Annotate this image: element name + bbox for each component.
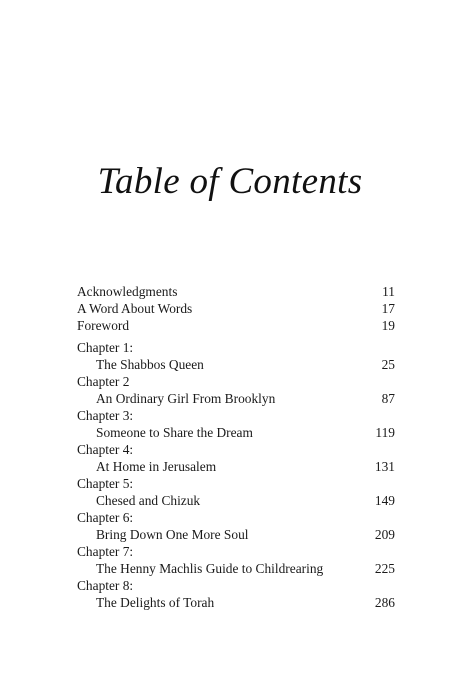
toc-chapter-4[interactable] [77, 441, 395, 475]
chapter-entry [77, 594, 395, 611]
toc-entry-foreword[interactable] [77, 317, 395, 334]
chapter-title: The Shabbos Queen [96, 357, 204, 372]
toc-chapter-5[interactable] [77, 475, 395, 509]
toc-chapter-3[interactable] [77, 407, 395, 441]
chapter-label: Chapter 8: [77, 578, 134, 593]
chapter-page: 225 [374, 561, 395, 576]
chapter-page: 131 [374, 459, 395, 474]
chapter-entry [77, 492, 395, 509]
chapter-label: Chapter 3: [77, 408, 134, 423]
chapter-page: 209 [374, 527, 395, 542]
chapter-page: 149 [374, 493, 395, 508]
chapter-label: Chapter 4: [77, 442, 134, 457]
toc-entry-page: 17 [381, 301, 395, 316]
chapter-title: An Ordinary Girl From Brooklyn [96, 391, 276, 406]
chapter-title: The Henny Machlis Guide to Childrearing [96, 561, 324, 576]
chapter-title: Someone to Share the Dream [96, 425, 253, 440]
chapter-page: 25 [381, 357, 395, 372]
chapter-label: Chapter 2 [77, 374, 130, 389]
toc-chapter-6[interactable] [77, 509, 395, 543]
chapter-entry [77, 560, 395, 577]
chapter-title: At Home in Jerusalem [96, 459, 217, 474]
toc-entry-acknowledgments[interactable] [77, 283, 395, 300]
toc-entry-page: 11 [382, 284, 395, 299]
toc-entry-page: 19 [381, 318, 395, 333]
chapter-entry [77, 424, 395, 441]
chapter-entry [77, 526, 395, 543]
page-title: Table of Contents [97, 161, 363, 202]
toc-chapter-1[interactable] [77, 339, 395, 373]
toc-entry-a-word-about-words[interactable] [77, 300, 395, 317]
chapter-title: Bring Down One More Soul [96, 527, 249, 542]
chapter-page: 119 [375, 425, 395, 440]
chapter-label: Chapter 7: [77, 544, 134, 559]
chapter-entry [77, 356, 395, 373]
chapter-page: 286 [374, 595, 395, 610]
toc-entry-title: Foreword [77, 318, 130, 333]
chapter-entry [77, 390, 395, 407]
chapter-page: 87 [381, 391, 395, 406]
chapter-label: Chapter 5: [77, 476, 134, 491]
table-of-contents [77, 283, 395, 611]
chapter-title: The Delights of Torah [96, 595, 215, 610]
toc-chapter-2[interactable] [77, 373, 395, 407]
chapter-label: Chapter 6: [77, 510, 134, 525]
chapter-label: Chapter 1: [77, 340, 134, 355]
toc-chapter-7[interactable] [77, 543, 395, 577]
chapter-title: Chesed and Chizuk [96, 493, 201, 508]
toc-chapter-8[interactable] [77, 577, 395, 611]
chapter-list [77, 339, 395, 611]
front-matter-list [77, 283, 395, 334]
toc-entry-title: A Word About Words [77, 301, 193, 316]
chapter-entry [77, 458, 395, 475]
toc-entry-title: Acknowledgments [77, 284, 178, 299]
